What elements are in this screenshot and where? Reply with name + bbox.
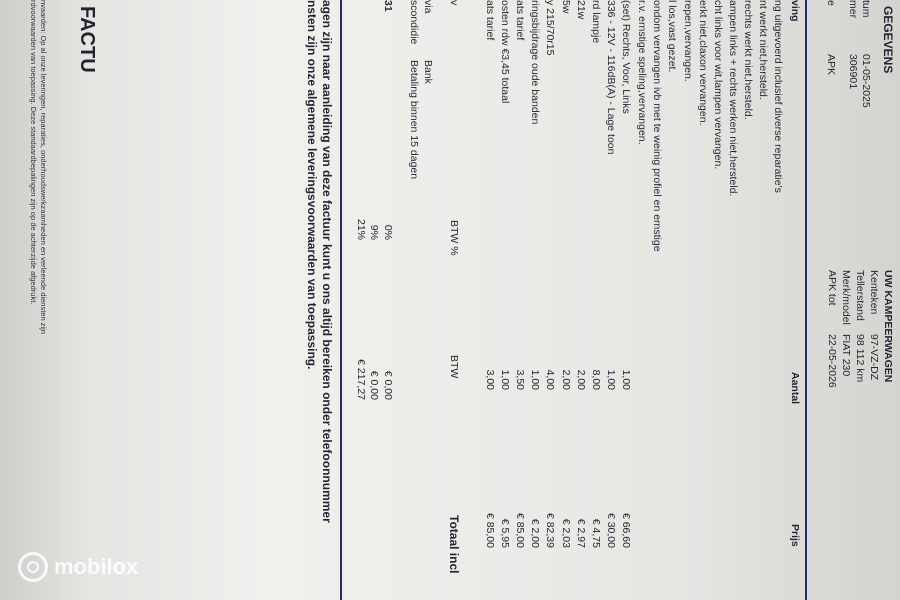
fineprint-line: nvaarden: Op al onze leveringen, reparaties, onderhoudswerkzaamheden en verleende diensten zijn (39, 0, 48, 334)
item-description: ringsbijdrage oude banden (529, 0, 541, 125)
item-quantity: 3,00 (484, 369, 496, 390)
vehicle-value: 97-VZ-DZ (868, 334, 880, 381)
note-line: ng uitgevoerd inclusief diverse reparatie's (772, 0, 784, 193)
date-label: tum (860, 0, 872, 18)
vehicle-label: Tellerstand (854, 270, 866, 321)
vat-code: 31 (382, 0, 394, 12)
item-price: € 5,95 (499, 518, 511, 548)
vehicle-value: 98 112 km (854, 334, 866, 383)
vehicle-label: Kenteken (868, 270, 880, 315)
vehicle-value: 22-05-2026 (826, 334, 838, 388)
footer-line: agen zijn naar aanleiding van deze factuur kunt u ons altijd bereiken onder telefoonnummer (320, 0, 334, 523)
item-description: 21w (575, 0, 587, 20)
column-heading-aantal: Aantal (789, 372, 801, 405)
vat-rate: 21% (355, 218, 367, 240)
item-description: 336 - 12V - 116dB(A) - Lage toon (605, 0, 617, 155)
column-heading-btw: BTW (448, 355, 460, 379)
section-heading: GEGEVENS (881, 6, 895, 74)
item-description: (set) Rechts, Voor, Links (620, 0, 632, 114)
vat-amount: € 217,27 (355, 359, 367, 400)
column-heading-btw-percent: BTW % (448, 220, 460, 256)
date-value: 01-05-2025 (860, 54, 872, 108)
item-description: y 215/70r15 (544, 0, 556, 56)
item-quantity: 1,00 (620, 369, 632, 390)
header-rule (805, 0, 807, 600)
item-price: € 82,39 (544, 512, 556, 548)
payment-value: Betaling binnen 15 dagen (408, 60, 420, 180)
item-price: € 2,03 (560, 518, 572, 548)
number-value: 306901 (847, 54, 859, 90)
type-label: e (825, 0, 837, 6)
vehicle-heading: UW KAMPEERWAGEN (882, 270, 894, 383)
note-line: erkt niet,claxon vervangen. (697, 0, 709, 126)
note-line: ampen links + rechts werken niet,hersteld. (727, 0, 739, 197)
item-quantity: 2,00 (575, 369, 587, 390)
column-heading-prijs: Prijs (789, 524, 801, 547)
item-price: € 85,00 (514, 512, 526, 548)
vehicle-label: APK tot (826, 270, 838, 306)
item-quantity: 8,00 (590, 369, 602, 390)
note-line: rechts werkt niet,hersteld. (742, 0, 754, 120)
item-quantity: 2,00 (560, 369, 572, 390)
item-price: € 66,60 (620, 512, 632, 548)
note-line: cht links voor wit,lampen vervangen. (712, 0, 724, 170)
vat-rate: 9% (368, 224, 380, 240)
item-description: osten rdw €3,45 totaal (499, 0, 511, 104)
column-heading-description: ving (789, 0, 801, 22)
item-description: ats tarief (484, 0, 496, 41)
item-quantity: 1,00 (499, 369, 511, 390)
item-description: rd lampje (590, 0, 602, 44)
footer-line: nsten zijn onze algemene leveringsvoorwaarden van toepassing. (305, 0, 319, 370)
item-price: € 4,75 (590, 518, 602, 548)
watermark-text: mobilox (54, 554, 139, 579)
item-description: 5w (560, 0, 572, 14)
vat-rate: 0% (382, 224, 394, 240)
item-price: € 30,00 (605, 512, 617, 548)
footer-rule (340, 0, 342, 600)
invoice-title: FACTU (76, 6, 98, 73)
payment-label: scondidie (408, 0, 420, 45)
note-line: l los,vast gezet. (666, 0, 678, 73)
watermark (18, 552, 138, 582)
item-price: € 2,00 (529, 518, 541, 548)
watermark-logo-icon (18, 552, 48, 582)
column-heading-v: v (448, 0, 460, 6)
vehicle-label: Merk/model (840, 270, 852, 325)
vat-amount: € 0,00 (382, 370, 394, 400)
item-quantity: 1,00 (529, 369, 541, 390)
vehicle-value: FIAT 230 (840, 334, 852, 377)
item-quantity: 3,50 (514, 369, 526, 390)
note-line: repen,vervangen. (682, 0, 694, 82)
vat-amount: € 0,00 (368, 370, 380, 400)
item-description: ats tarief (514, 0, 526, 41)
column-heading-total: Totaal incl (447, 515, 461, 574)
note-line: nt werkt niet,hersteld. (757, 0, 769, 100)
item-price: € 2,97 (575, 518, 587, 548)
item-quantity: 1,00 (605, 369, 617, 390)
item-quantity: 4,00 (544, 369, 556, 390)
note-line: r.v. ernstige speling,vervangen. (636, 0, 648, 145)
fineprint-line: rdvoorwaarden van toepassing. Deze standaardbepalingen zijn op de achterzijde afgedrukt. (29, 0, 38, 305)
payment-label: via (422, 0, 434, 14)
item-price: € 85,00 (484, 512, 496, 548)
note-line: ondom vervangen ivb met te weinig profiel en ernstige (651, 0, 663, 252)
type-value: APK (825, 54, 837, 76)
payment-value: Bank (422, 60, 434, 84)
number-label: mer (847, 0, 859, 19)
